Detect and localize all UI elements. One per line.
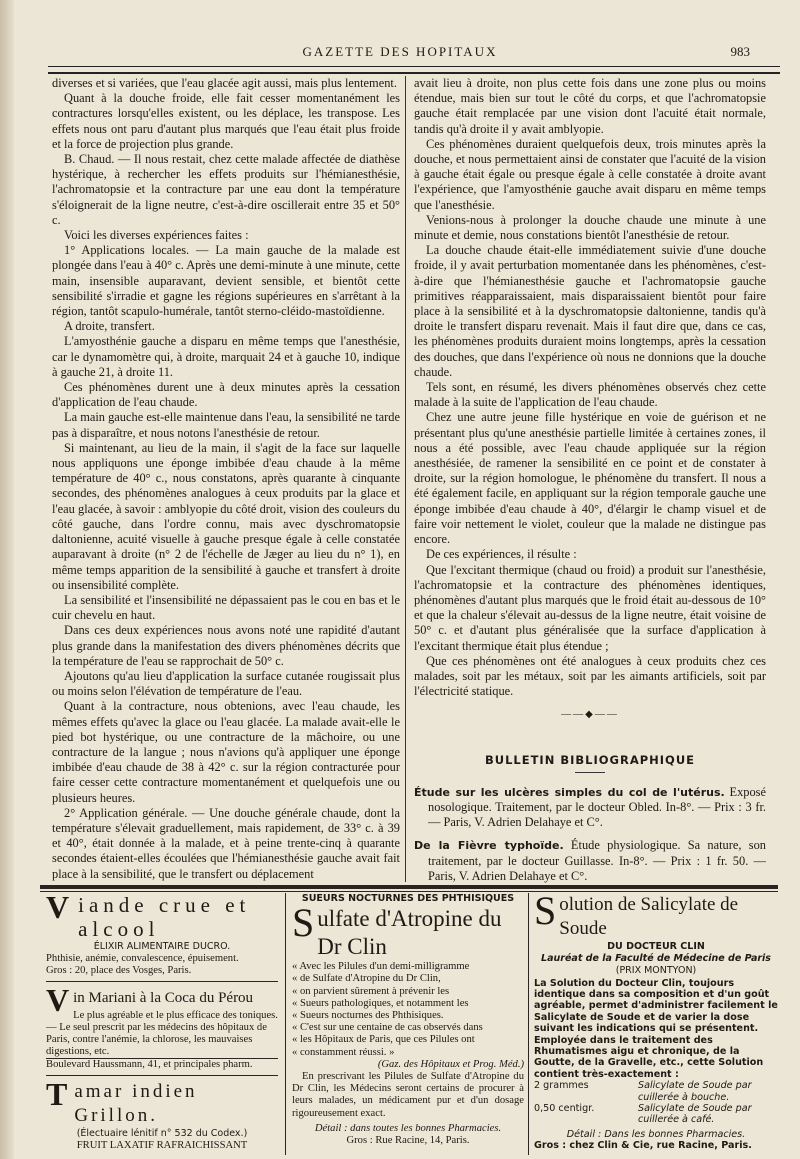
ad-vin-mariani bbox=[46, 981, 278, 1072]
ad-text: FRUIT LAXATIF RAFRAICHISSANT bbox=[76, 1139, 248, 1151]
paragraph: Ajoutons qu'au lieu d'application la surface cutanée rougissait plus ou moins selon l'élévation de température de l'eau. bbox=[52, 668, 400, 699]
paragraph: Que l'excitant thermique (chaud ou froid) a produit sur l'anesthésie, l'achromatopsie et la contracture des phénomènes identiques, phénomènes d'autant plus marqués que le froid était au-dessous de 10° et que la chaleur s'élevait au-dessus de la ligne neutre, était voisine de 50° c. et d'autant plus généralisée que la surface d'application à l'excitant thermique était plus étendue ; bbox=[414, 562, 766, 653]
ad-subtitle: ÉLIXIR ALIMENTAIRE DUCRO. bbox=[93, 941, 231, 952]
bibliography-entry bbox=[414, 785, 766, 831]
entry-details: Exposé nosologique. Traitement, par le docteur Obled. In-8°. — Prix : 3 fr. — Paris, V. Adrien Delahaye et C°. bbox=[428, 784, 766, 830]
paragraph: diverses et si variées, que l'eau glacée agit aussi, mais plus lentement. bbox=[52, 76, 397, 90]
paragraph: A droite, transfert. bbox=[64, 319, 155, 334]
journal-title: GAZETTE DES HOPITAUX bbox=[302, 44, 498, 59]
ad-wholesale: Gros : Rue Racine, 14, Paris. bbox=[346, 1135, 470, 1147]
bulletin-title: BULLETIN BIBLIOGRAPHIQUE bbox=[484, 752, 696, 767]
ad-quote-line: « C'est sur une centaine de cas observés dans bbox=[292, 1022, 483, 1034]
entry-title: Étude sur les ulcères simples du col de l'utérus. bbox=[414, 785, 725, 799]
ad-tamar bbox=[46, 1075, 278, 1153]
ad-column-divider bbox=[528, 893, 529, 1155]
paragraph: Venions-nous à prolonger la douche chaude une minute à une minute et demie, nous constations bientôt l'anesthésie de retour. bbox=[414, 212, 766, 243]
ad-quote-line: « Sueurs nocturnes des Phthisiques. bbox=[292, 1010, 444, 1022]
ad-headline bbox=[534, 893, 778, 941]
header-rule bbox=[48, 66, 780, 74]
paragraph: Voici les diverses expériences faites : bbox=[64, 228, 249, 243]
ad-title: in Mariani à la Coca du Pérou bbox=[73, 989, 254, 1006]
paragraph: La sensibilité et l'insensibilité ne dépassaient pas le cou en bas et le cuir chevelu en haut. bbox=[52, 592, 400, 623]
ad-headline bbox=[46, 893, 278, 941]
ad-column-middle bbox=[292, 893, 524, 1153]
ad-dose-row bbox=[534, 1103, 778, 1126]
entry-title: De la Fièvre typhoïde. bbox=[414, 839, 564, 853]
running-header bbox=[40, 44, 760, 64]
ad-column-right bbox=[534, 893, 778, 1153]
right-column bbox=[414, 76, 766, 884]
paragraph: Dans ces deux expériences nous avons noté une rapidité d'autant plus grande dans la manifestation des divers phénomènes décrits que la température de l'eau se rapprochait de 50° c. bbox=[52, 623, 400, 668]
page-binding-edge bbox=[0, 0, 14, 1159]
ad-dropcap: V bbox=[46, 981, 70, 1018]
section-ornament: ——◆—— bbox=[561, 709, 619, 721]
paragraph: Que ces phénomènes ont été analogues à ceux produits chez ces malades, soit par les métaux, soit par les aimants artificiels, soit par l'électricité statique. bbox=[414, 653, 766, 699]
ad-title: ulfate d'Atropine du Dr Clin bbox=[317, 906, 502, 960]
page-number: 983 bbox=[730, 44, 750, 59]
ad-headline bbox=[46, 1075, 278, 1128]
ad-text: Le plus agréable et le plus efficace des toniques. — Le seul prescrit par les médecins des hôpitaux de Paris, contre l'anémie, la chlorose, les mauvaises digestions, etc. bbox=[46, 1009, 278, 1058]
paragraph: B. Chaud. — Il nous restait, chez cette malade affectée de diathèse hystérique, à rechercher les effets produits sur l'hémianesthésie, l'achromatopsie et la contracture par une eau dont la température s'éloignerait de la ligne neutre, c'est-à-dire oscillerait entre 35 et 50° c. bbox=[52, 152, 400, 227]
ad-quote-line: « de Sulfate d'Atropine du Dr Clin, bbox=[292, 973, 441, 985]
ad-dropcap: S bbox=[534, 893, 557, 933]
entry-details: Étude physiologique. Sa nature, son traitement, par le docteur Guillasse. In-8°. — Prix : 1 fr. 50. — Paris, V. Adrien Delahaye et C°. bbox=[428, 838, 766, 883]
paragraph: L'amyosthénie gauche a disparu en même temps que l'anesthésie, car le dynamomètre qui, à droite, marquait 24 et à gauche 10, indique à gauche 21, à droite 11. bbox=[52, 334, 400, 379]
ad-eyebrow: SUEURS NOCTURNES DES PHTHISIQUES bbox=[301, 893, 515, 904]
dose-amount: 2 grammes bbox=[534, 1080, 589, 1092]
paragraph: avait lieu à droite, non plus cette fois dans une zone plus ou moins étendue, mais bien sur tout le côté du corps, et que l'achromatopsie gauche était remplacée par une vision dont l'acuité était normale, tandis qu'à droite il y avait amblyopie. bbox=[414, 76, 766, 136]
ad-dropcap: S bbox=[292, 900, 315, 946]
paragraph: La main gauche est-elle maintenue dans l'eau, la sensibilité ne tarde pas à disparaître, et nous notons l'anesthésie de retour. bbox=[52, 410, 400, 440]
bibliography-list bbox=[414, 785, 766, 884]
paragraph: Si maintenant, au lieu de la main, il s'agit de la face sur laquelle nous appliquons une éponge imbibée d'eau chaude à la même température de 40° c., nous constatons, après quarante à cinquante secondes, des phénomènes analogues à ceux produits par la glace et l'eau glacée, à savoir : amblyopie du côté droit, vision des couleurs du côté gauche, dans l'ordre connu, mais avec dyschromatopsie daltonienne, acuité visuelle à gauche presque égale à celle constatée auparavant à droite (n° 2 de l'échelle de Jæger au lieu du n° 1), en même temps apparition de la sensibilité à gauche et transfert à droite ou insensibilité complète. bbox=[52, 440, 400, 592]
dose-amount: 0,50 centigr. bbox=[534, 1103, 595, 1115]
ad-quote-line: « les Hôpitaux de Paris, que ces Pilules ont bbox=[292, 1034, 475, 1046]
ad-headline bbox=[292, 900, 524, 961]
paragraph: Ces phénomènes durent une à deux minutes après la cessation d'application de l'eau chaude. bbox=[52, 380, 400, 410]
dose-description: Salicylate de Soude par cuillerée à café. bbox=[638, 1103, 752, 1126]
column-divider bbox=[405, 76, 406, 882]
ad-column-left bbox=[46, 893, 278, 1153]
ad-divider bbox=[46, 981, 278, 982]
paragraph: Quant à la douche froide, elle fait cesser momentanément les contractures lorsqu'elles existent, ou les déplace, les transpose. Les effets nous ont paru d'autant plus marqués que l'eau était plus froide et la force de projection plus grande. bbox=[52, 91, 400, 151]
ad-headline bbox=[46, 981, 278, 1018]
ad-divider bbox=[46, 1075, 278, 1076]
ad-dropcap: V bbox=[46, 893, 75, 925]
left-column bbox=[52, 76, 400, 884]
ad-title: iande crue et alcool bbox=[78, 893, 251, 941]
paragraph: Chez une autre jeune fille hystérique en voie de guérison et ne présentant plus qu'une anesthésie partielle limitée à certaines zones, il nous a été possible, avec l'eau chaude appliquée sur la région anesthésiée, de ramener la sensibilité en ce point et de constater à droite, sur la région homologue, le phénomène du transfert. Il nous a été également facile, en appliquant sur la région temporale gauche une éponge imbibée d'eau chaude à 40°, d'élargir le champ visuel et de faire voir nettement le violet, couleur que la malade ne distingue pas encore. bbox=[414, 410, 766, 547]
ad-quote-line: « Sueurs pathologiques, et notamment les bbox=[292, 997, 469, 1009]
ad-text: Boulevard Haussmann, 41, et principales pharm. bbox=[46, 1058, 278, 1071]
ad-subtitle: DU DOCTEUR CLIN bbox=[607, 941, 705, 952]
ad-text: Employée dans le traitement des Rhumatismes aigu et chronique, de la Goutte, de la Gravelle, etc., cette Solution contient très-exactement : bbox=[534, 1034, 764, 1080]
ad-quote-line: « on parvient sûrement à prévenir les bbox=[292, 985, 450, 997]
ad-column-divider bbox=[285, 893, 286, 1155]
paragraph: Ces phénomènes duraient quelquefois deux, trois minutes après la douche, et nous permettaient ainsi de constater que l'acuité de la vision à gauche était égale ou presque égale à celle constatée à droite avant l'expérience, que l'amyosthénie gauche avait disparu en même temps que l'anesthésie. bbox=[414, 136, 766, 212]
title-underline bbox=[575, 772, 605, 773]
ad-detail: Détail : dans toutes les bonnes Pharmacies. bbox=[314, 1122, 502, 1134]
advertisement-band-rule bbox=[40, 885, 778, 889]
ad-quote-line: « Avec les Pilules d'un demi-milligramme bbox=[292, 961, 470, 973]
ad-laureat: Lauréat de la Faculté de Médecine de Paris bbox=[541, 953, 771, 965]
ad-subtitle: (Électuaire lénitif n° 532 du Codex.) bbox=[76, 1127, 248, 1139]
ad-wholesale: Gros : chez Clin & Cie, rue Racine, Paris. bbox=[534, 1140, 752, 1152]
paragraph: Tels sont, en résumé, les divers phénomènes observés chez cette malade à la suite de l'application de l'eau chaude. bbox=[414, 380, 766, 410]
ad-dose-row bbox=[534, 1080, 778, 1103]
ad-quote-line: « constamment réussi. » bbox=[292, 1046, 395, 1058]
ad-title: amar indien Grillon. bbox=[74, 1080, 198, 1126]
paragraph: 2° Application générale. — Une douche générale chaude, dont la température s'élevait graduellement, mais rapidement, de 33° c. à 39 et 40°, était donnée à la malade, et à peine trente-cinq à quarante secondes étaient-elles écoulées que l'hémianesthésie gauche avait fait place à la sensibilité, que le transfert ou déplacement bbox=[52, 805, 400, 881]
ad-source: (Gaz. des Hôpitaux et Prog. Méd.) bbox=[377, 1058, 524, 1070]
ad-prize: (PRIX MONTYON) bbox=[615, 965, 697, 977]
advertisement-band-rule-thin bbox=[40, 891, 778, 892]
ad-detail: Détail : Dans les bonnes Pharmacies. bbox=[566, 1128, 746, 1140]
ad-text: La Solution du Docteur Clin, toujours identique dans sa composition et d'un goût agréable, permet d'administrer facilement le Salicylate de Soude et de varier la dose suivant les indications qui se présentent. bbox=[534, 977, 778, 1035]
ad-viande bbox=[46, 893, 278, 978]
ad-text: Gros : 20, place des Vosges, Paris. bbox=[46, 965, 192, 977]
ad-text: Phthisie, anémie, convalescence, épuisement. bbox=[46, 953, 239, 965]
ad-title: olution de Salicylate de Soude bbox=[559, 894, 739, 939]
paragraph: Quant à la contracture, nous obtenions, avec l'eau chaude, les mêmes effets qu'avec la glace ou l'eau glacée. La malade avait-elle le pied bot hystérique, ou une contracture de la mâchoire, ou une contracture de la langue ; nous n'avions qu'à appliquer une éponge imbibée d'eau chaude de 38 à 42° c. sur la région contracturée pour faire cesser cette contracture momentanément et quelquefois une ou plusieurs heures. bbox=[52, 699, 400, 805]
ad-text bbox=[46, 1152, 278, 1153]
bibliography-entry bbox=[414, 838, 766, 884]
ad-dropcap: T bbox=[46, 1075, 71, 1112]
paragraph: 1° Applications locales. — La main gauche de la malade est plongée dans l'eau à 40° c. Après une demi-minute à une minute, cette main, insensible auparavant, devient sensible, et bientôt cette sensibilité s'irradie et gagne les régions supérieures en s'arrêtant à la région, tantôt scapulo-humérale, tantôt sterno-cléido-mastoïdienne. bbox=[52, 243, 400, 319]
dose-description: Salicylate de Soude par cuillerée à bouche. bbox=[638, 1080, 752, 1103]
ad-text: En prescrivant les Pilules de Sulfate d'Atropine du Dr Clin, les Médecins seront certains de procurer à leurs malades, un médicament pur et d'un dosage rigoureusement exact. bbox=[292, 1071, 524, 1119]
paragraph: La douche chaude était-elle immédiatement suivie d'une douche froide, il y avait perturbation momentanée dans les phénomènes, c'est-à-dire que l'hémianesthésie gauche et l'achromatopsie gauche primitives réapparaissaient, mais disparaissaient bientôt pour faire place à la sensibilité et à la dyschromatopsie daltonienne, tandis qu'à droite le transfert disparu revenait. Mais il faut dire que, dans ce cas, les phénomènes produits duraient moins longtemps, après la cessation des douches, que dans l'expérience où nous ne donnions que la douche chaude. bbox=[414, 243, 766, 379]
paragraph: De ces expériences, il résulte : bbox=[426, 547, 577, 562]
